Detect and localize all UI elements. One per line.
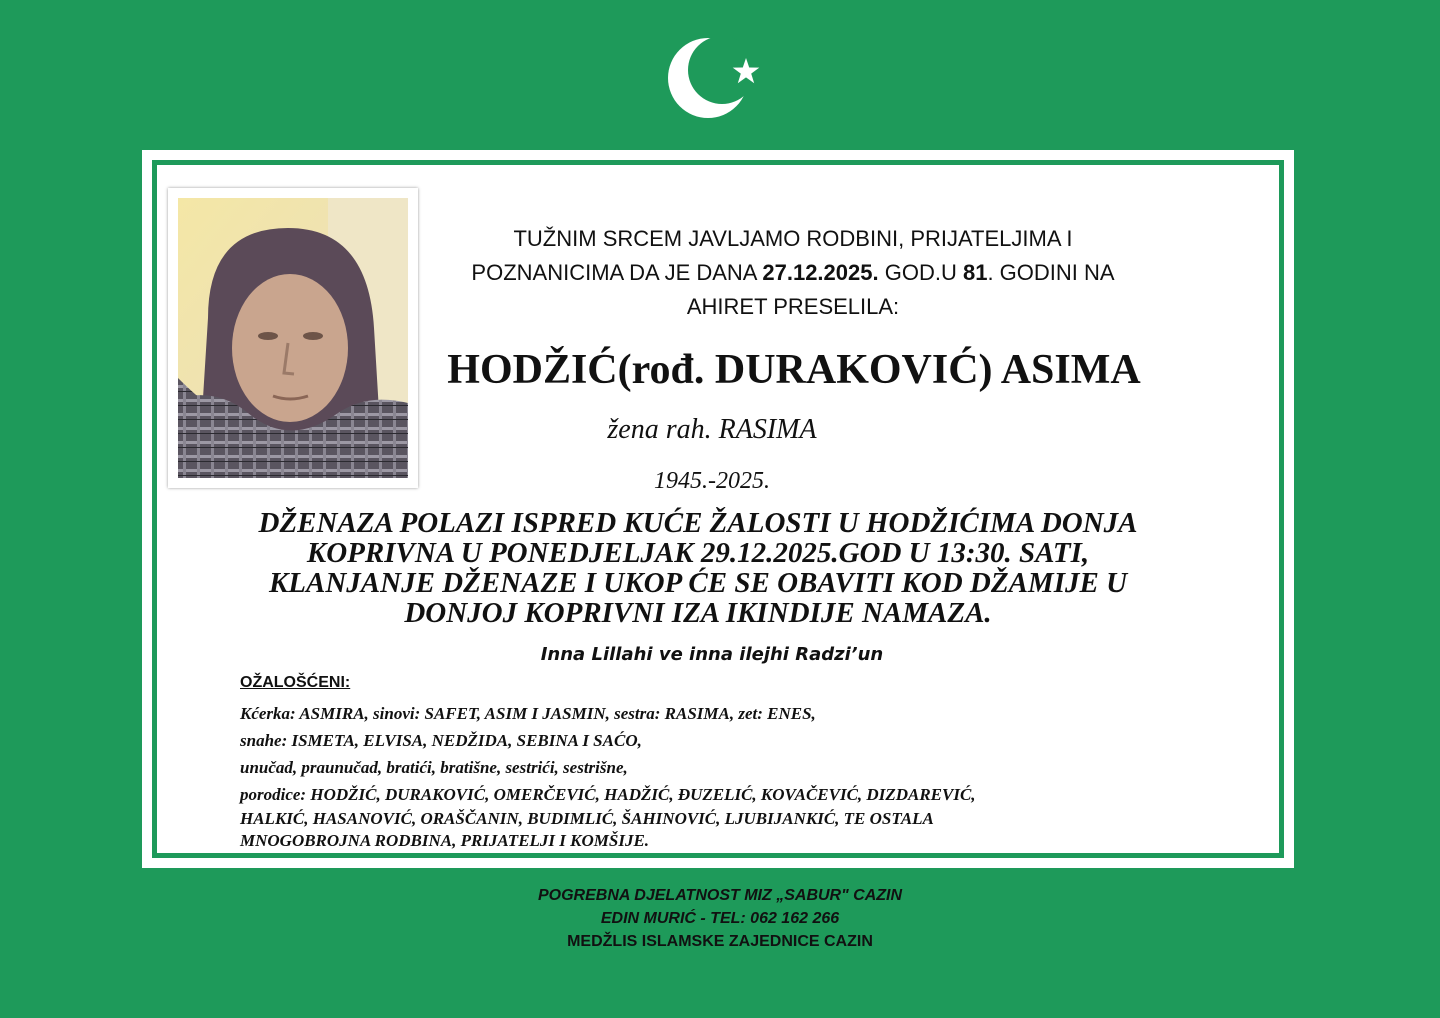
intro-line-3: AHIRET PRESELILA: <box>686 294 900 319</box>
funeral-details <box>238 508 1158 628</box>
contact-line: EDIN MURIĆ - TEL: 062 162 266 <box>600 910 840 927</box>
intro-line-2-middle: GOD.U <box>878 260 963 285</box>
funeral-line: KOPRIVNA U PONEDJELJAK 29.12.2025.GOD U 13:30. SATI, <box>306 537 1090 569</box>
funeral-line: DONJOJ KOPRIVNI IZA IKINDIJE NAMAZA. <box>404 597 992 629</box>
organization-name: MEDŽLIS ISLAMSKE ZAJEDNICE CAZIN <box>567 933 873 950</box>
mourners-line: HALKIĆ, HASANOVIĆ, ORAŠČANIN, BUDIMLIĆ, ŠAHINOVIĆ, LJUBIJANKIĆ, TE OSTALA <box>240 809 934 828</box>
announcement-intro <box>428 222 1158 324</box>
life-years: 1945.-2025. <box>654 468 770 494</box>
deceased-name: HODŽIĆ(rođ. DURAKOVIĆ) ASIMA <box>447 347 1141 393</box>
mourners-heading: OŽALOŠĆENI: <box>240 674 351 691</box>
mourners-list <box>240 674 1160 852</box>
death-date: 27.12.2025. <box>762 260 879 285</box>
mourners-line: MNOGOBROJNA RODBINA, PRIJATELJI I KOMŠIJE. <box>240 831 650 850</box>
portrait-photo <box>168 188 418 488</box>
mourners-line: porodice: HODŽIĆ, DURAKOVIĆ, OMERČEVIĆ, HADŽIĆ, ĐUZELIĆ, KOVAČEVIĆ, DIZDAREVIĆ, <box>240 785 976 804</box>
intro-line-2 <box>428 256 1158 290</box>
mourners-line: unučad, praunučad, bratići, bratišne, sestrići, sestrišne, <box>240 758 628 777</box>
intro-line-2-end: . GODINI NA <box>987 260 1115 285</box>
funeral-line: KLANJANJE DŽENAZE I UKOP ĆE SE OBAVITI KOD DŽAMIJE U <box>268 567 1128 599</box>
intro-line-1: TUŽNIM SRCEM JAVLJAMO RODBINI, PRIJATELJIMA I <box>513 226 1073 251</box>
portrait-image <box>178 198 408 478</box>
intro-line-2-start: POZNANICIMA DA JE DANA <box>471 260 763 285</box>
footer-credits <box>420 884 1020 953</box>
spouse-line: žena rah. RASIMA <box>607 414 817 445</box>
funeral-line: DŽENAZA POLAZI ISPRED KUĆE ŽALOSTI U HODŽIĆIMA DONJA <box>258 507 1138 539</box>
funeral-service-name: POGREBNA DJELATNOST MIZ „SABUR" CAZIN <box>537 887 903 904</box>
notice-panel <box>142 150 1294 868</box>
mourners-line: Kćerka: ASMIRA, sinovi: SAFET, ASIM I JASMIN, sestra: RASIMA, zet: ENES, <box>240 704 816 723</box>
crescent-star-icon <box>660 28 770 128</box>
prayer-text: Inna Lillahi ve inna ilejhi Radzi’un <box>540 644 884 665</box>
age: 81 <box>962 260 988 285</box>
mourners-line: snahe: ISMETA, ELVISA, NEDŽIDA, SEBINA I SAĆO, <box>240 731 642 750</box>
